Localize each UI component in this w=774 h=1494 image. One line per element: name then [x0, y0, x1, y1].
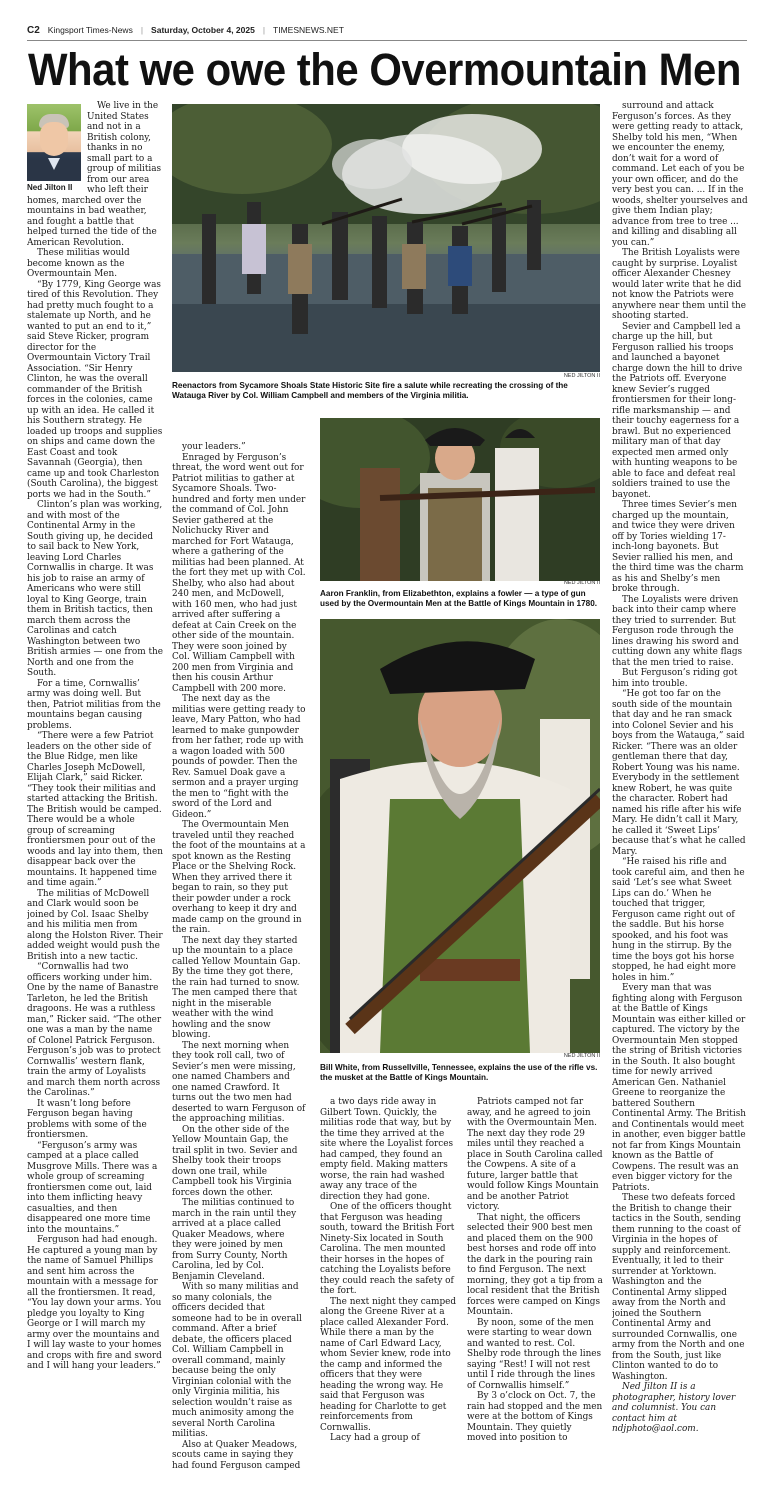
- issue-date: Saturday, October 4, 2025: [151, 25, 255, 35]
- photo-caption: Aaron Franklin, from Elizabethton, explains a fowler — a type of gun used by the Overmountain Men at the Battle of Kings Mountain in 1780.: [320, 589, 598, 608]
- folio: [27, 22, 747, 38]
- photo-fowler: [320, 418, 600, 581]
- photo-rifle-vs-musket: [320, 619, 600, 1053]
- photo-credit: NED JILTON II: [563, 373, 600, 379]
- article-paragraph: “He got too far on the south side of the mountain that day and he ran smack into Colonel Sevier and his boys from the Watauga,” said Ricker. “There was an older gentleman there that day, Robert Young was his name. Everybody in the settlement knew Robert, he was quite the character. Robert had named his rifle after his wife Mary. He didn’t call it Mary, he called it ‘Sweet Lips’ because that’s what he called Mary.: [612, 689, 746, 857]
- article-paragraph: “He raised his rifle and took careful aim, and then he said ‘Let’s see what Sweet Lips can do.’ When he touched that trigger, Ferguson came right out of the saddle. But his horse spooked, and his foot was hung in the stirrup. By the time the boys got his horse stopped, he had eight more holes in him.”: [612, 857, 745, 983]
- article-paragraph: The Overmountain Men traveled until they reached the foot of the mountains at a spot known as the Resting Place or the Shelving Rock. When they arrived there it began to rain, so they put their powder under a rock overhang to keep it dry and made camp on the ground in the rain.: [172, 820, 306, 935]
- article-paragraph: Sevier and Campbell led a charge up the hill, but Ferguson rallied his troops and launched a bayonet charge down the hill to drive the Patriots off. Everyone knew Sevier’s rugged frontiersmen for their long-rifle marksmanship — and their touchy eagerness for a brawl. But no experienced military man of that day expected men armed only with hunting weapons to be able to face and defeat real soldiers trained to use the bayonet.: [612, 321, 743, 500]
- headline: What we owe the Overmountain Men: [28, 44, 741, 95]
- article-paragraph: Clinton’s plan was working, and with most of the Continental Army in the South giving up, he decided to sail back to New York, leaving Lord Charles Cornwallis in charge. It was his job to raise an army of Americans who were still loyal to King George, train them in British tactics, then march them across the Carolinas and catch Washington between two British armies — one from the North and one from the South.: [27, 500, 163, 678]
- rifle-illustration: [320, 619, 600, 1053]
- article-column-3: [320, 1097, 457, 1482]
- article-paragraph: “Cornwallis had two officers working under him. One by the name of Banastre Tarleton, he led the British dragoons. He was a ruthless man,” Ricker said. “The other one was a man by the name of Colonel Patrick Ferguson. Ferguson’s job was to protect Cornwallis’ western flank, train the army of Loyalists and march them north across the Carolinas.”: [27, 962, 162, 1098]
- author-photo: [27, 104, 81, 181]
- article-paragraph: surround and attack Ferguson’s forces. As they were getting ready to attack, Shelby told his men, “When we encounter the enemy, don’t wait for a word of command. Let each of you be your own officer, and do the very best you can. ... If in the woods, shelter yourselves and give them Indian play; advance from tree to tree ... and killing and disabling all you can.”: [612, 101, 748, 248]
- article-paragraph: The British Loyalists were caught by surprise. Loyalist officer Alexander Chesney would later write that he did not know the Patriots were anywhere near them until the shooting started.: [612, 248, 747, 321]
- column-text: [27, 101, 163, 1372]
- article-paragraph: By 3 o’clock on Oct. 7, the rain had stopped and the men were at the bottom of Kings Mountain. They quietly moved into position to: [467, 1391, 603, 1443]
- article-column-2: [172, 442, 306, 1482]
- article-paragraph: “By 1779, King George was tired of this Revolution. They had pretty much fought to a stalemate up North, and he wanted to put an end to it,” said Steve Ricker, program director for the Overmountain Victory Trail Association. “Sir Henry Clinton, he was the overall commander of the British forces in the colonies, came up with an idea. He called it his Southern strategy. He loaded up troops and supplies on ships and came down the East Coast and took Savannah (Georgia), then came up and took Charleston (South Carolina), the biggest ports we had in the South.”: [27, 279, 163, 500]
- article-paragraph: “There were a few Patriot leaders on the other side of the Blue Ridge, men like Charles Joseph McDowell, Elijah Clark,” said Ricker. “They took their militias and started attacking the British. The British would be camped. There would be a whole group of screaming frontiersmen pour out of the woods and lay into them, then disappear back over the mountains. It happened time and time again.”: [27, 731, 163, 888]
- photo-credit: NED JILTON II: [563, 580, 600, 586]
- article-paragraph: The next day as the militias were getting ready to leave, Mary Patton, who had learned to make gunpowder from her father, rode up with a wagon loaded with 500 pounds of powder. Then the Rev. Samuel Doak gave a sermon and a prayer urging the men to “fight with the sword of the Lord and Gideon.”: [172, 694, 306, 820]
- column-text: [612, 101, 748, 1382]
- article-column-1: [27, 101, 163, 1486]
- author-name: Ned Jilton II: [27, 183, 73, 192]
- article-paragraph: Three times Sevier’s men charged up the mountain, and twice they were driven off by Tories wielding 17-inch-long bayonets. But Sevier rallied his men, and the third time was the charm as his and Shelby’s men broke through.: [612, 500, 744, 594]
- article-paragraph: It wasn’t long before Ferguson began having problems with some of the frontiersmen.: [27, 1098, 147, 1140]
- photo-caption: Bill White, from Russellville, Tennessee, explains the use of the rifle vs. the musket at the Battle of Kings Mountain.: [320, 1063, 598, 1082]
- article-paragraph: One of the officers thought that Ferguson was heading south, toward the British Fort Ninety-Six located in South Carolina. The men mounted their horses in the hopes of catching the Loyalists before they could reach the safety of the fort.: [320, 1202, 455, 1296]
- article-column-4: [467, 1097, 604, 1482]
- fowler-illustration: [320, 418, 600, 581]
- article-paragraph: The militias continued to march in the rain until they arrived at a place called Quaker Meadows, where they were joined by men from Surry County, North Carolina, led by Col. Benjamin Cleveland.: [172, 1198, 297, 1282]
- article-paragraph: Enraged by Ferguson’s threat, the word went out for Patriot militias to gather at Sycamore Shoals. Two-hundred and forty men under the command of Col. John Sevier gathered at the Nolichucky River and marched for Fort Watauga, where a gathering of the militias had been planned. At the fort they met up with Col. Shelby, who also had about 240 men, and McDowell, with 160 men, who had just arrived after suffering a defeat at Cain Creek on the other side of the mountain. They were soon joined by Col. William Campbell with 200 men from Virginia and then his cousin Arthur Campbell with 200 more.: [172, 452, 306, 694]
- article-paragraph: your leaders.”: [182, 442, 246, 452]
- article-column-5: [612, 101, 748, 1486]
- folio-separator: |: [262, 25, 266, 35]
- column-text: [467, 1097, 604, 1444]
- article-paragraph: But Ferguson’s riding got him into trouble.: [612, 668, 738, 689]
- folio-separator: |: [140, 25, 144, 35]
- article-paragraph: We live in the United States and not in a British colony, thanks in no small part to a group of militias from our area who left their homes, marched over the mountains in bad weather, and fought a battle that helped turned the tide of the American Revolution.: [27, 101, 162, 248]
- column-text: [320, 1097, 457, 1444]
- column-text: [172, 442, 306, 1471]
- photo-river-crossing: [172, 104, 600, 372]
- article-paragraph: Ferguson had had enough. He captured a young man by the name of Samuel Phillips and sent him across the mountain with a message for all the frontiersmen. It read, “You lay down your arms. You pledge you loyalty to King George or I will march my army over the mountains and I will lay waste to your homes and crops with fire and sword and I will hang your leaders.”: [27, 1235, 162, 1371]
- article-paragraph: Also at Quaker Meadows, scouts came in saying they had found Ferguson camped: [172, 1439, 301, 1471]
- page-number: C2: [27, 24, 40, 36]
- author-mugshot: [27, 104, 81, 193]
- river-crossing-illustration: [172, 104, 600, 372]
- article-paragraph: The next day they started up the mountain to a place called Yellow Mountain Gap. By the time they got there, the rain had turned to snow. The men camped there that night in the miserable weather with the wind howling and the snow blowing.: [172, 935, 301, 1040]
- article-paragraph: The Loyalists were driven back into their camp where they tried to surrender. But Ferguson rode through the lines drawing his sword and cutting down any white flags that the men tried to raise.: [612, 594, 743, 668]
- author-bio: Ned Jilton II is a photographer, history lover and columnist. You can contact him at ndjphoto@aol.com.: [612, 1382, 736, 1434]
- article-paragraph: The next night they camped along the Greene River at a place called Alexander Ford. While there a man by the name of Carl Edward Lacy, whom Sevier knew, rode into the camp and informed the officers that they were heading the wrong way. He said that Ferguson was heading for Charlotte to get reinforcements from Cornwallis.: [320, 1296, 457, 1433]
- photo-caption: Reenactors from Sycamore Shoals State Historic Site fire a salute while recreating the crossing of the Watauga River by Col. William Campbell and members of the Virginia militia.: [172, 381, 568, 400]
- article-paragraph: Every man that was fighting along with Ferguson at the Battle of Kings Mountain was either killed or captured. The victory by the Overmountain Men stopped the string of British victories in the South. It also bought time for newly arrived American Gen. Nathaniel Greene to reorganize the battered Southern Continental Army. The British and Continentals would meet in another, even bigger battle not far from Kings Mountain known as the Battle of Cowpens. The result was an even bigger victory for the Patriots.: [612, 983, 746, 1193]
- article-paragraph: By noon, some of the men were starting to wear down and wanted to rest. Col. Shelby rode through the lines saying “Rest! I will not rest until I ride through the lines of Cornwallis himself.”: [467, 1317, 602, 1391]
- article-paragraph: These two defeats forced the British to change their tactics in the South, sending them running to the coast of Virginia in the hopes of supply and reinforcement. Eventually, it led to their surrender at Yorktown. Washington and the Continental Army slipped away from the North and joined the Southern Continental Army and surrounded Cornwallis, one army from the North and one from the South, just like Clinton wanted to do to Washington.: [612, 1193, 745, 1382]
- article-paragraph: With so many militias and so many colonials, the officers decided that someone had to be in overall command. After a brief debate, the officers placed Col. William Campbell in overall command, mainly because being the only Virginian colonial with the only Virginia militia, his selection wouldn’t raise as much animosity among the several North Carolina militias.: [172, 1282, 302, 1439]
- article-paragraph: Lacy had a group of: [330, 1433, 420, 1443]
- paper-name: Kingsport Times-News: [47, 25, 133, 35]
- article-paragraph: The next morning when they took roll call, two of Sevier’s men were missing, one named Chambers and one named Crawford. It turns out the two men had deserted to warn Ferguson of the approaching militias.: [172, 1040, 306, 1124]
- article-paragraph: The militias of McDowell and Clark would soon be joined by Col. Isaac Shelby and his militia men from along the Holston River. Their added weight would push the British into a new tactic.: [27, 888, 163, 962]
- article-paragraph: Patriots camped not far away, and he agreed to join with the Overmountain Men. The next day they rode 29 miles until they reached a place in South Carolina called the Cowpens. A site of a future, larger battle that would follow Kings Mountain and be another Patriot victory.: [467, 1097, 603, 1212]
- article-paragraph: “Ferguson’s army was camped at a place called Musgrove Mills. There was a whole group of screaming frontiersmen come out, laid into them inflicting heavy casualties, and then disappeared one more time into the mountains.”: [27, 1140, 158, 1235]
- article-paragraph: a two days ride away in Gilbert Town. Quickly, the militias rode that way, but by the time they arrived at the site where the Loyalist forces had camped, they found an empty field. Making matters worse, the rain had washed away any trace of the direction they had gone.: [320, 1097, 454, 1202]
- article-paragraph: That night, the officers selected their 900 best men and placed them on the 900 best horses and rode off into the dark in the pouring rain to find Ferguson. The next morning, they got a tip from a local resident that the British forces were camped on Kings Mountain.: [467, 1212, 603, 1317]
- article-paragraph: For a time, Cornwallis’ army was doing well. But then, Patriot militias from the mountains began causing problems.: [27, 678, 161, 731]
- photo-credit: NED JILTON II: [563, 1053, 600, 1059]
- article-paragraph: These militias would become known as the Overmountain Men.: [27, 248, 130, 279]
- website[interactable]: TIMESNEWS.NET: [273, 25, 344, 35]
- article-paragraph: On the other side of the Yellow Mountain Gap, the trail split in two. Sevier and Shelby took their troops down one trail, while Campbell took his Virginia forces down the other.: [172, 1124, 298, 1198]
